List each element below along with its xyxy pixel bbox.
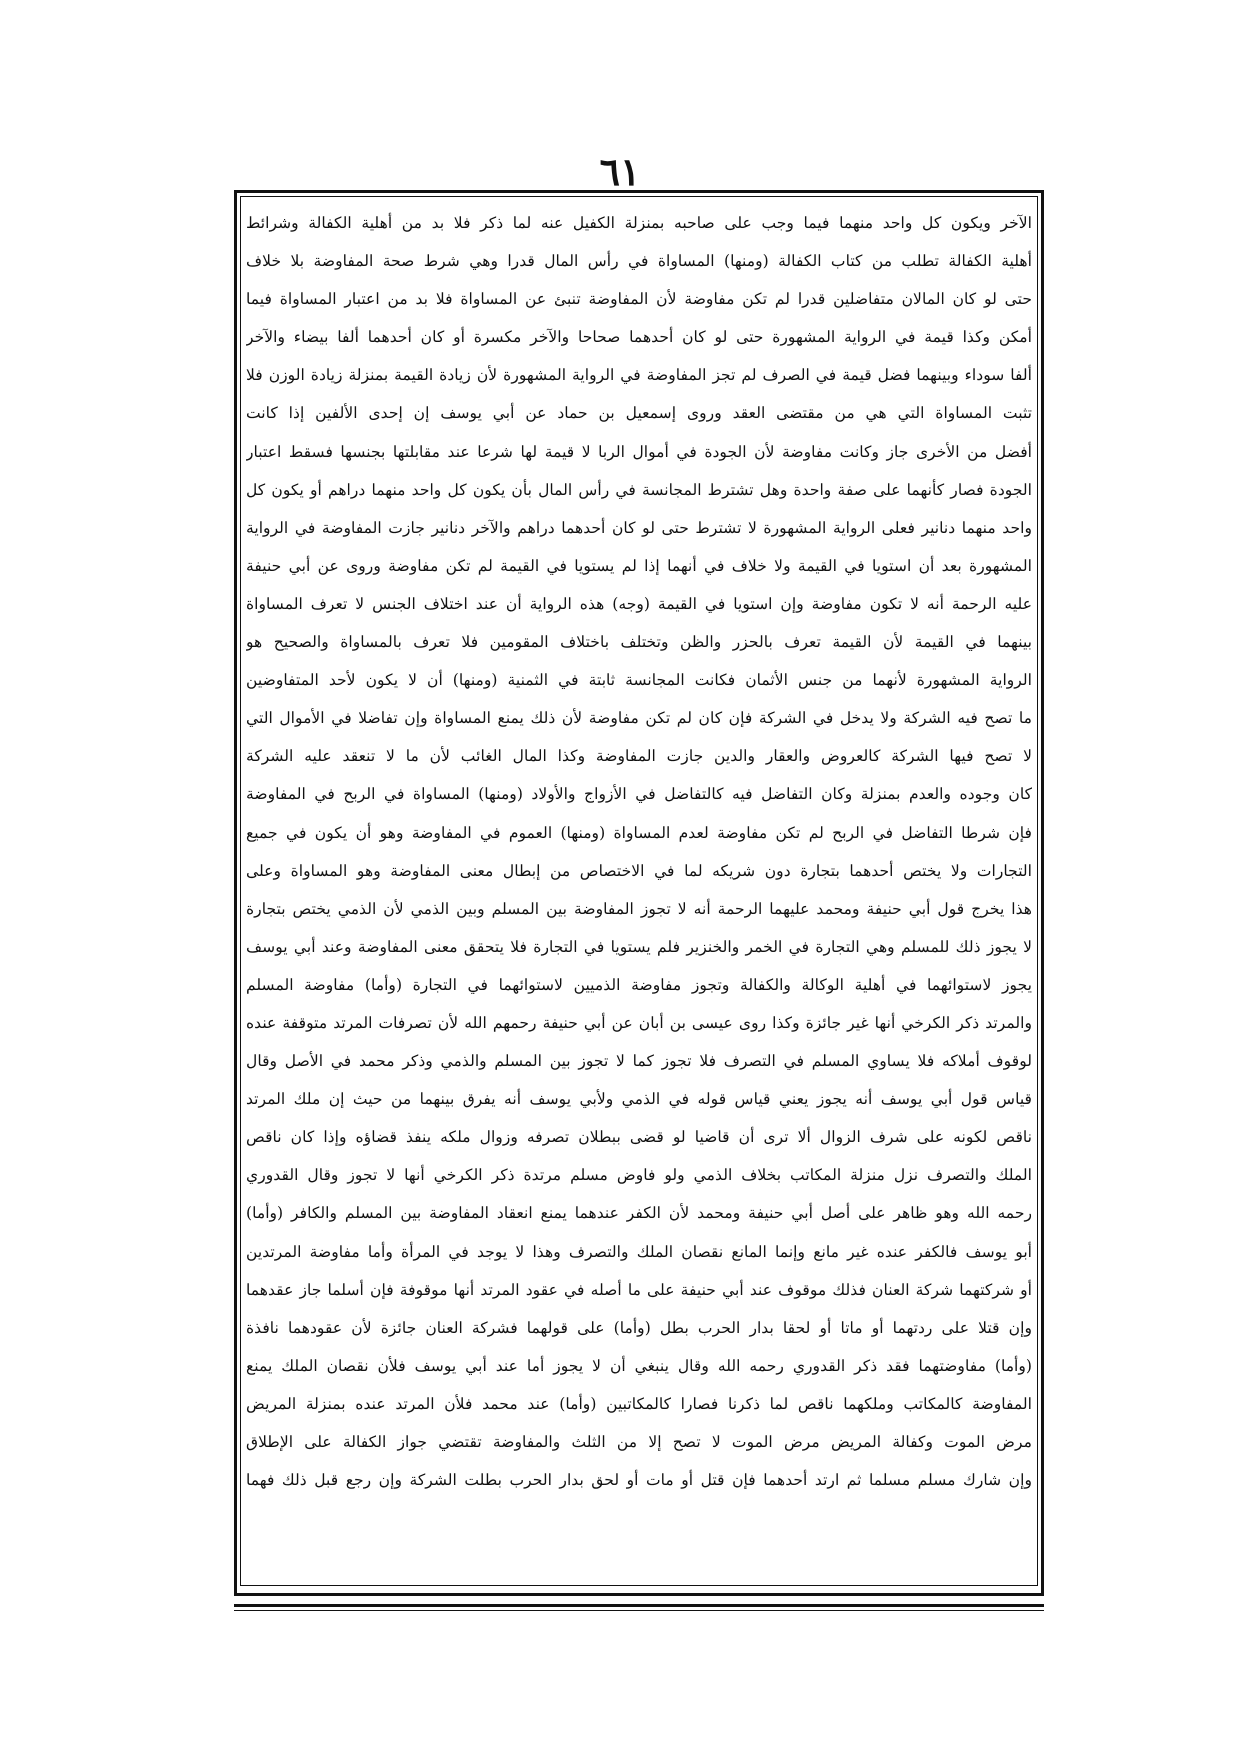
text-body <box>246 204 1032 1578</box>
text-line: المفاوضة كالمكاتب وملكهما ناقص لما ذكرنا فصارا كالمكاتبين (وأما) عند محمد فلأن المرتد عنده بمنزلة المريض <box>246 1394 1032 1413</box>
text-line: عليه الرحمة أنه لا تكون مفاوضة وإن استويا في القيمة (وجه) هذه الرواية أن عند اختلاف الجنس لا تعرف المساواة <box>246 594 1032 613</box>
text-line: قياس قول أبي يوسف أنه يجوز يعني قياس قوله في الذمي ولأبي يوسف أنه يفرق بينهما من حيث إن ملك المرتد <box>246 1090 1032 1109</box>
text-line: أمكن وكذا قيمة في الرواية المشهورة حتى لو كان أحدهما صحاحا والآخر مكسرة أو كان أحدهما ألفا بيضاء والآخر <box>246 328 1032 347</box>
text-line: هذا يخرج قول أبي حنيفة ومحمد عليهما الرحمة أنه لا تجوز المفاوضة بين المسلم وبين الذمي لأن الذمي يختص بتجارة <box>246 899 1032 918</box>
text-line: لا يجوز ذلك للمسلم وهي التجارة في الخمر والخنزير فلم يستويا في التجارة فلا يتحقق معنى المفاوضة وعند أبي يوسف <box>246 937 1032 956</box>
text-line: والمرتد ذكر الكرخي أنها غير جائزة وكذا روى عيسى بن أبان عن أبي حنيفة رحمهم الله لأن تصرفات المرتد متوقفة عنده <box>246 1013 1032 1032</box>
text-line: فإن شرطا التفاضل في الربح لم تكن مفاوضة لعدم المساواة (ومنها) العموم في المفاوضة وهو أن يكون في جميع <box>246 823 1032 842</box>
bottom-rule-thin <box>234 1610 1044 1611</box>
text-line: واحد منهما دنانير فعلى الرواية المشهورة لا تشترط حتى لو كان أحدهما دراهم والآخر دنانير جازت المفاوضة في الرواية <box>246 518 1032 537</box>
text-line: لا تصح فيها الشركة كالعروض والعقار والدين جازت المفاوضة وكذا المال الغائب لأن ما لا تنعقد عليه الشركة <box>246 747 1032 766</box>
text-line: أهلية الكفالة تطلب من كتاب الكفالة (ومنها) المساواة في رأس المال قدرا وهي شرط صحة المفاوضة بلا خلاف <box>246 252 1032 271</box>
text-line: أو شركتهما شركة العنان فذلك موقوف عند أبي حنيفة على ما أصله في عقود المرتد أنها موقوفة فإن أسلما جاز عقدهما <box>246 1280 1032 1299</box>
text-line: حتى لو كان المالان متفاضلين قدرا لم تكن مفاوضة لأن المفاوضة تنبئ عن المساواة فلا بد من اعتبار المساواة فيما <box>246 290 1032 309</box>
text-line: تثبت المساواة التي هي من مقتضى العقد وروى إسمعيل بن حماد عن أبي يوسف إن إحدى الألفين إذا كانت <box>246 404 1032 423</box>
text-line: وإن شارك مسلم مسلما ثم ارتد أحدهما فإن قتل أو مات أو لحق بدار الحرب بطلت الشركة وإن رجع قبل ذلك فهما <box>246 1471 1032 1490</box>
text-line: الملك والتصرف نزل منزلة المكاتب بخلاف الذمي ولو فاوض مسلم مرتدة ذكر الكرخي أنها لا تجوز وقال القدوري <box>246 1166 1032 1185</box>
text-line: أفضل من الأخرى جاز وكانت مفاوضة لأن الجودة في أموال الربا لا قيمة لها شرعا عند مقابلتها بجنسها فسقط اعتبار <box>246 442 1032 461</box>
text-line: المشهورة بعد أن استويا في القيمة ولا خلاف في أنهما إذا لم يستويا في القيمة لم تكن مفاوضة وروى عن أبي حنيفة <box>246 556 1032 575</box>
text-line: ما تصح فيه الشركة ولا يدخل في الشركة فإن كان لم تكن مفاوضة لأن ذلك يمنع المساواة وإن تفاضلا في الأموال التي <box>246 709 1032 728</box>
text-line: كان وجوده والعدم بمنزلة وكان التفاضل فيه كالتفاضل في الأزواج والأولاد (ومنها) المساواة في الربح في المفاوضة <box>246 785 1032 804</box>
text-line: الرواية المشهورة لأنهما من جنس الأثمان فكانت المجانسة ثابتة في الثمنية (ومنها) أن لا يكون لأحد المتفاوضين <box>246 671 1032 690</box>
page-number: ٦١ <box>599 149 641 194</box>
text-line: أبو يوسف فالكفر عنده غير مانع وإنما المانع نقصان الملك والتصرف وهذا لا يوجد في المرأة وأما مفاوضة المرتدين <box>246 1242 1032 1261</box>
bottom-rule-thick <box>234 1604 1044 1607</box>
text-line: مرض الموت وكفالة المريض مرض الموت لا تصح إلا من الثلث والمفاوضة تقتضي جواز الكفالة على الإطلاق <box>246 1433 1032 1451</box>
text-line: وإن قتلا على ردتهما أو ماتا أو لحقا بدار الحرب بطل (وأما) على قولهما فشركة العنان جائزة لأن عقودهما نافذة <box>246 1318 1032 1337</box>
text-line: التجارات ولا يختص أحدهما بتجارة دون شريكه لما في الاختصاص من إبطال معنى المفاوضة وهو المساواة وعلى <box>246 861 1032 880</box>
text-line: (وأما) مفاوضتهما فقد ذكر القدوري رحمه الله وقال ينبغي أن لا يجوز أما عند أبي يوسف فلأن نقصان الملك يمنع <box>246 1356 1032 1375</box>
text-line: ألفا سوداء وبينهما فضل قيمة في الصرف لم تجز المفاوضة في الرواية المشهورة لأن زيادة القيمة بمنزلة زيادة الوزن فلا <box>246 366 1032 385</box>
text-line: الجودة فصار كأنهما على صفة واحدة وهل تشترط المجانسة في رأس المال بأن يكون كل واحد منهما دراهم أو يكون كل <box>246 480 1032 499</box>
text-line: بينهما في القيمة لأن القيمة تعرف بالحزر والظن وتختلف باختلاف المقومين فلا تعرف بالمساواة والصحيح هو <box>246 633 1032 652</box>
text-line: لوقوف أملاكه فلا يساوي المسلم في التصرف فلا تجوز كما لا تجوز بين المسلم والذمي وذكر محمد في الأصل وقال <box>246 1052 1032 1071</box>
text-line: رحمه الله وهو ظاهر على أصل أبي حنيفة ومحمد لأن الكفر عندهما يمنع انعقاد المفاوضة بين المسلم والكافر (وأما) <box>246 1204 1032 1223</box>
text-line: يجوز لاستوائهما في أهلية الوكالة والكفالة وتجوز مفاوضة الذميين لاستوائهما في التجارة (وأما) مفاوضة المسلم <box>246 975 1032 994</box>
text-line: الآخر ويكون كل واحد منهما فيما وجب على صاحبه بمنزلة الكفيل عنه لما ذكر فلا بد من أهلية الكفالة وشرائط <box>246 214 1032 232</box>
text-line: ناقص لكونه على شرف الزوال ألا ترى أن قاضيا لو قضى ببطلان تصرفه وزوال ملكه ينفذ قضاؤه وإذا كان ناقص <box>246 1128 1032 1147</box>
